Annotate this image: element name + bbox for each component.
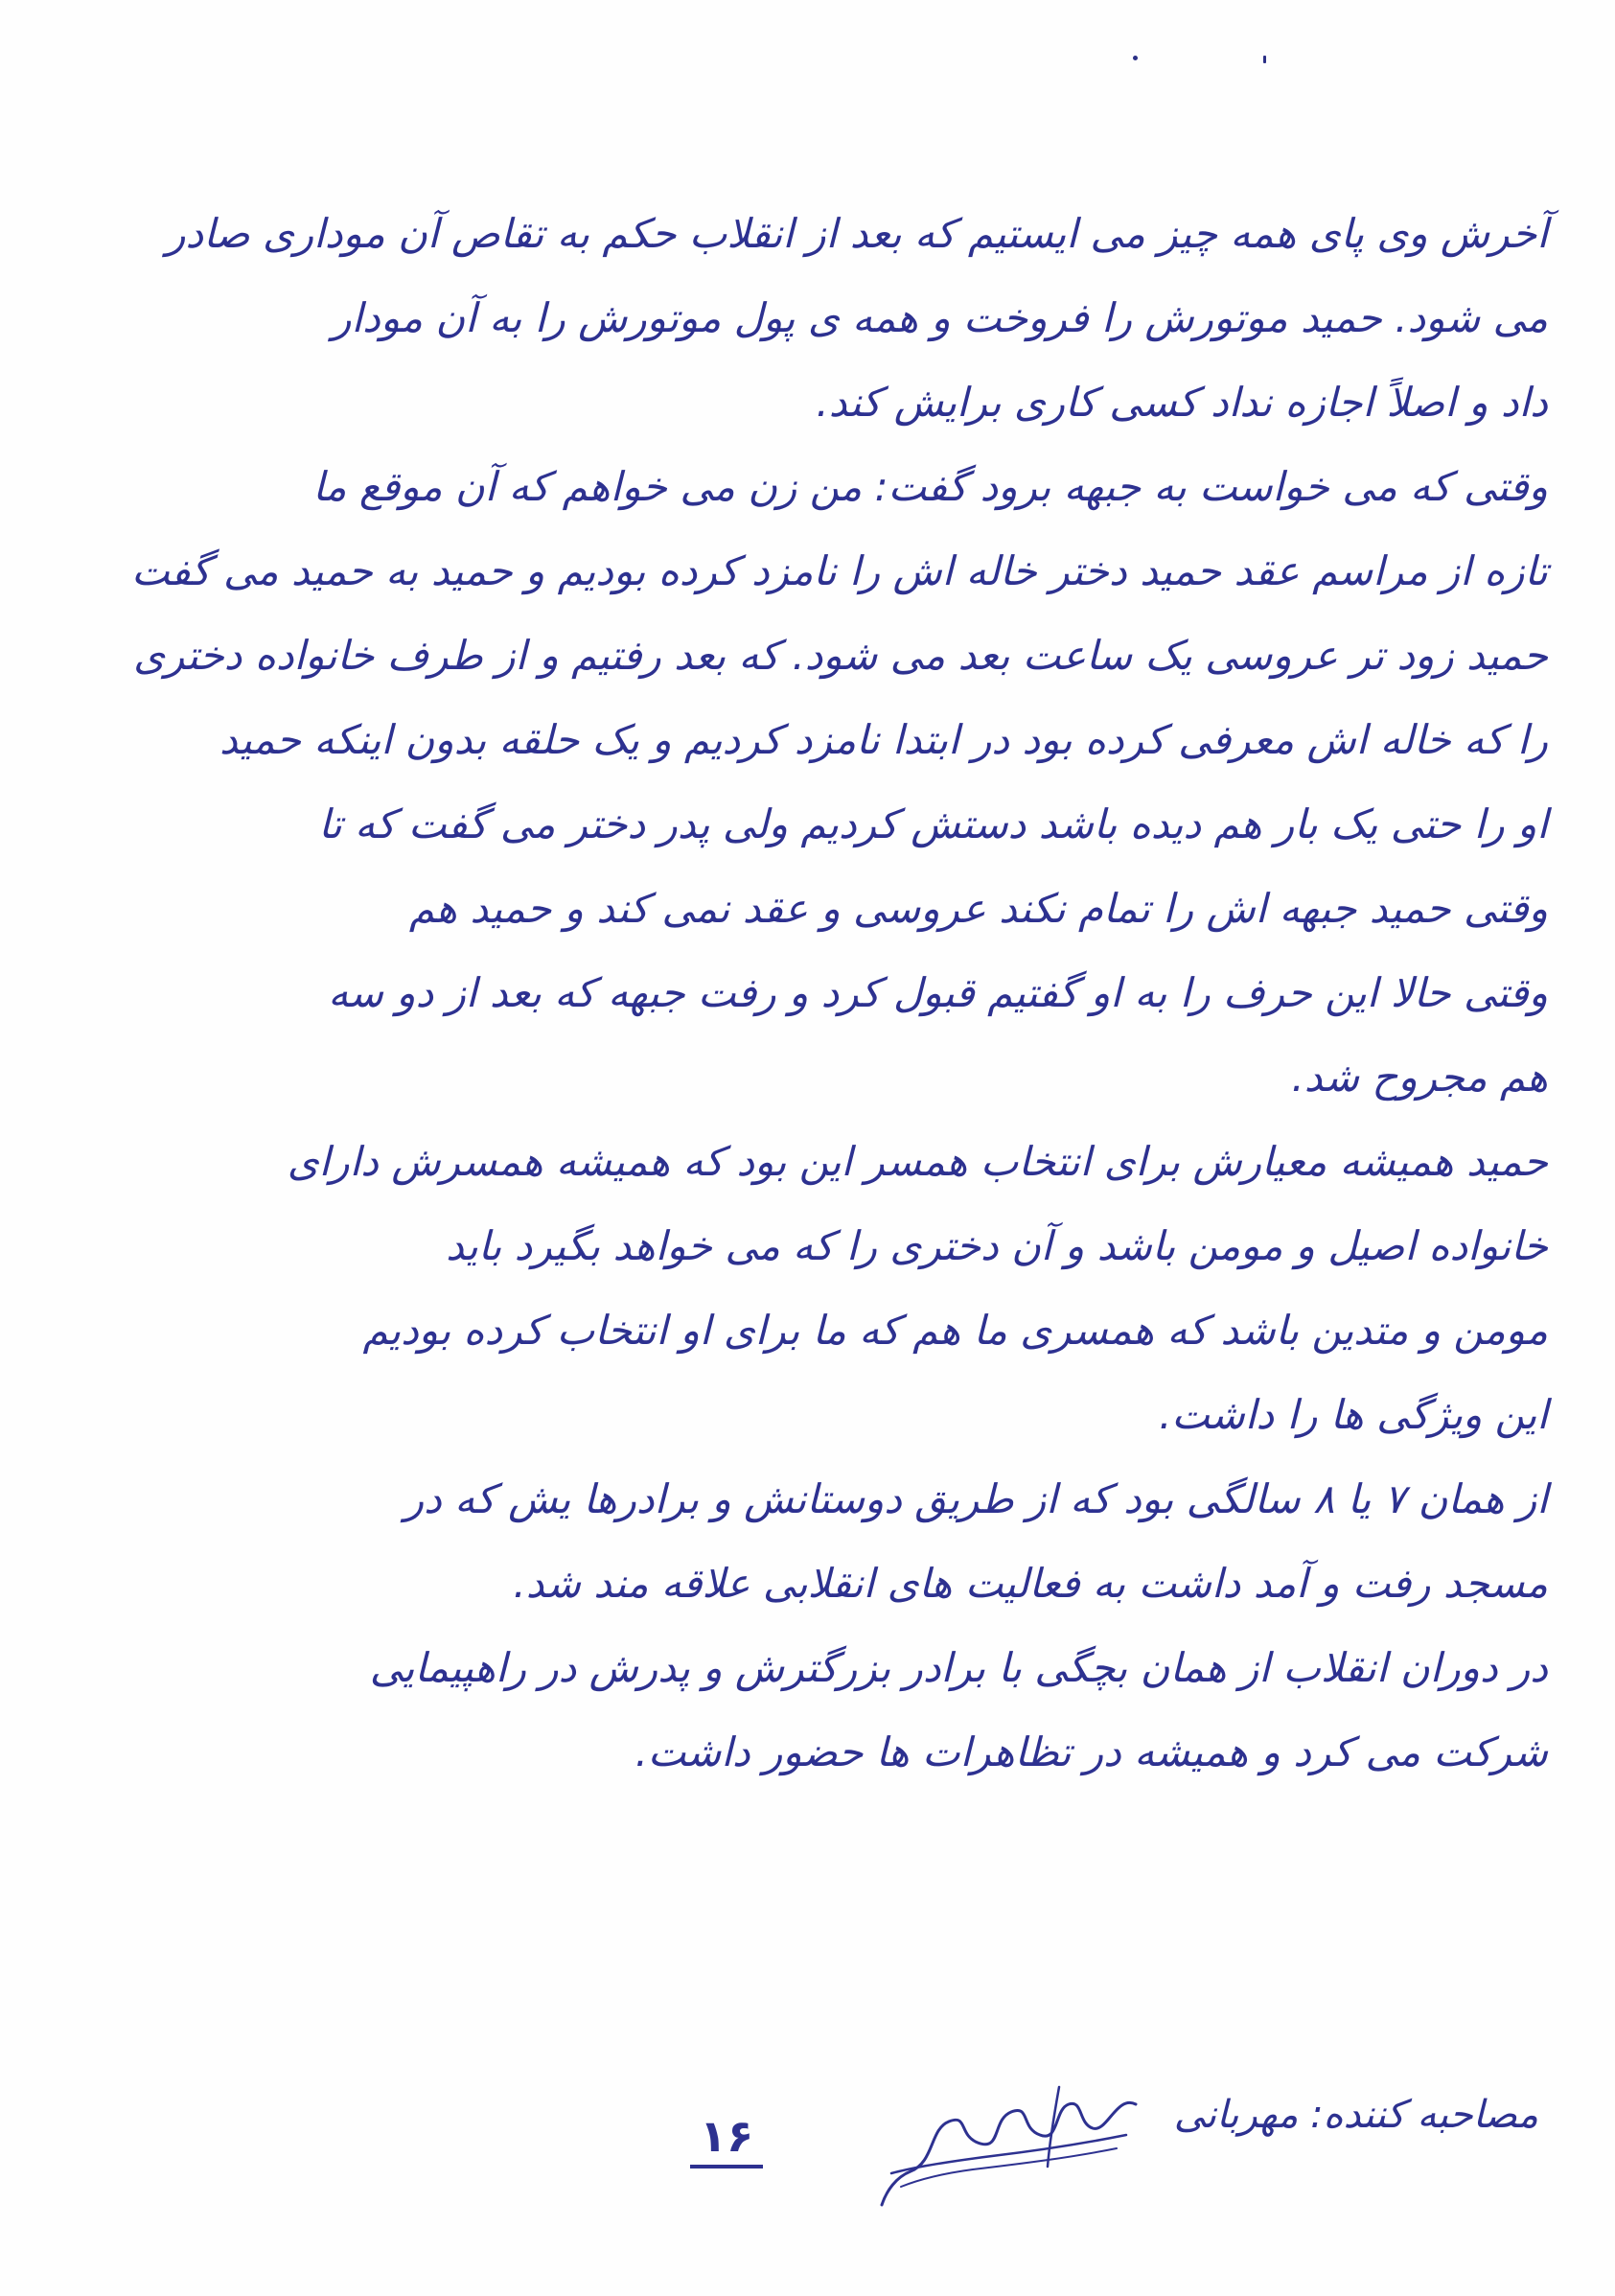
handwritten-body <box>67 192 1548 1795</box>
text-line: آخرش وی پای همه چیز می ایستیم که بعد از انقلاب حکم به تقاص آن موداری صادر <box>166 210 1548 257</box>
text-line: هم مجروح شد. <box>1291 1054 1548 1101</box>
interviewer-signature-block <box>848 2076 1538 2219</box>
text-line: او را حتی یک بار هم دیده باشد دستش کردیم ولی پدر دختر می گفت که تا <box>318 800 1548 847</box>
text-line: در دوران انقلاب از همان بچگی با برادر بزرگترش و پدرش در راهپیمایی <box>369 1644 1548 1691</box>
ink-dot <box>1263 56 1266 63</box>
text-line: وقتی که می خواست به جبهه برود گفت: من زن می خواهم که آن موقع ما <box>312 463 1548 510</box>
text-line: این ویژگی ها را داشت. <box>1159 1391 1548 1438</box>
text-line: از همان ۷ یا ۸ سالگی بود که از طریق دوستانش و برادرها یش که در <box>404 1475 1548 1522</box>
text-line: خانواده اصیل و مومن باشد و آن دختری را که می خواهد بگیرد باید <box>446 1222 1548 1269</box>
ink-dot <box>1133 56 1138 60</box>
handwritten-signature <box>877 2076 1155 2219</box>
text-line: داد و اصلاً اجازه نداد کسی کاری برایش کند. <box>816 379 1548 426</box>
text-line: مسجد رفت و آمد داشت به فعالیت های انقلابی علاقه مند شد. <box>513 1560 1548 1607</box>
text-line: وقتی حالا این حرف را به او گفتیم قبول کرد و رفت جبهه که بعد از دو سه <box>328 969 1548 1016</box>
text-line: وقتی حمید جبهه اش را تمام نکند عروسی و عقد نمی کند و حمید هم <box>408 885 1548 932</box>
text-line: شرکت می کرد و همیشه در تظاهرات ها حضور داشت. <box>634 1728 1548 1775</box>
text-line: را که خاله اش معرفی کرده بود در ابتدا نامزد کردیم و یک حلقه بدون اینکه حمید <box>219 716 1548 763</box>
text-line: حمید همیشه معیارش برای انتخاب همسر این بود که همیشه همسرش دارای <box>287 1138 1548 1185</box>
page-number: ۱۶ <box>690 2109 763 2168</box>
text-line: مومن و متدین باشد که همسری ما هم که ما برای او انتخاب کرده بودیم <box>362 1307 1548 1354</box>
interviewer-label: مصاحبه کننده: مهربانی <box>1173 2093 1538 2137</box>
text-line: حمید زود تر عروسی یک ساعت بعد می شود. که بعد رفتیم و از طرف خانواده دختری <box>133 632 1548 679</box>
text-line: می شود. حمید موتورش را فروخت و همه ی پول موتورش را به آن مودار <box>332 294 1548 341</box>
text-line: تازه از مراسم عقد حمید دختر خاله اش را نامزد کرده بودیم و حمید به حمید می گفت <box>131 547 1548 594</box>
